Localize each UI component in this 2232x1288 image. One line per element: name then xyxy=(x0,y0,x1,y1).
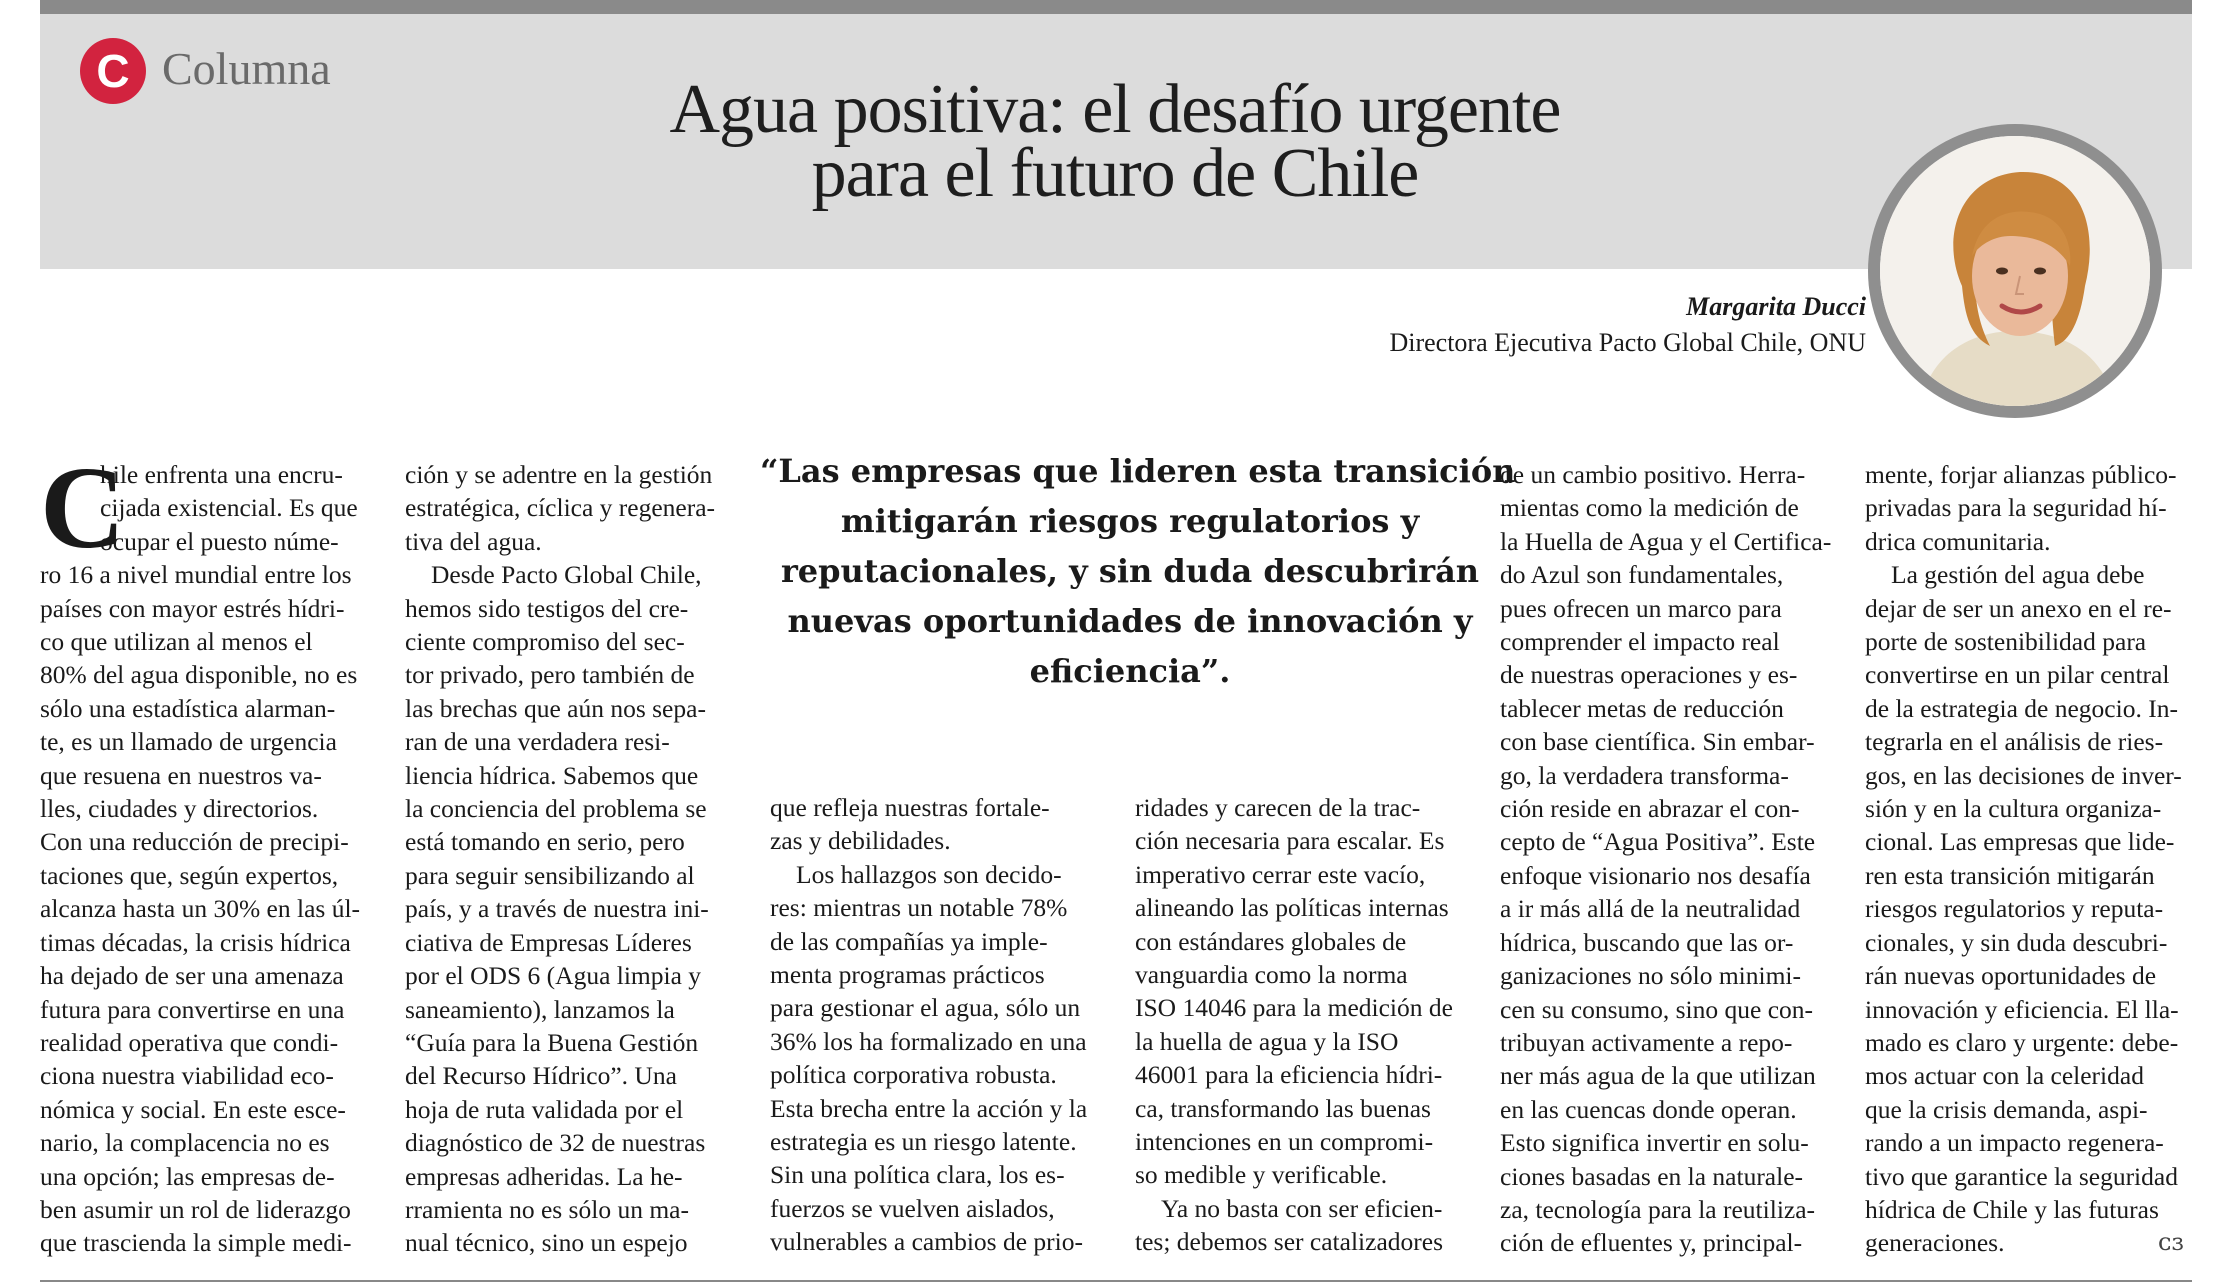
column-line: empresas adheridas. La he- xyxy=(405,1161,683,1191)
column-line: que trascienda la simple medi- xyxy=(40,1228,352,1258)
column-line: timas décadas, la crisis hídrica xyxy=(40,927,351,957)
column-line: ro 16 a nivel mundial entre los xyxy=(40,560,352,590)
column-line: porte de sostenibilidad para xyxy=(1865,627,2147,657)
column-line: futura para convertirse en una xyxy=(40,994,345,1024)
column-line: mente, forjar alianzas público- xyxy=(1865,460,2177,489)
column-line: para gestionar el agua, sólo un xyxy=(770,993,1081,1023)
column-line: privadas para la seguridad hí- xyxy=(1865,493,2167,523)
column-line: tegrarla en el análisis de ries- xyxy=(1865,727,2164,757)
column-line: ción y se adentre en la gestión xyxy=(405,460,713,489)
column-line: riesgos regulatorios y reputa- xyxy=(1865,894,2164,924)
column-line: za, tecnología para la reutiliza- xyxy=(1500,1194,1816,1224)
pull-quote-line: reputacionales, y sin duda descubrirán xyxy=(780,552,1480,590)
column-line: alineando las políticas internas xyxy=(1135,893,1449,923)
pull-quote-line: “Las empresas que lideren esta transición xyxy=(760,452,1516,490)
headline-line: para el futuro de Chile xyxy=(811,135,1419,212)
column-line: ciones basadas en la naturale- xyxy=(1500,1161,1804,1191)
drop-cap: C xyxy=(40,442,126,573)
column-line: que la crisis demanda, aspi- xyxy=(1865,1094,2148,1124)
column-line: tivo que garantice la seguridad xyxy=(1865,1161,2178,1191)
column-line: por el ODS 6 (Agua limpia y xyxy=(405,961,702,991)
column-line: sólo una estadística alarman- xyxy=(40,693,336,723)
column-line: nario, la complacencia no es xyxy=(40,1128,330,1158)
end-mark-icon: ᴄɜ xyxy=(2158,1228,2184,1256)
column-line: res: mientras un notable 78% xyxy=(770,893,1068,923)
column-line: cepto de “Agua Positiva”. Este xyxy=(1500,827,1816,857)
column-line: mos actuar con la celeridad xyxy=(1865,1061,2144,1091)
column-line: ción de efluentes y, principal- xyxy=(1500,1228,1803,1258)
author-name: Margarita Ducci xyxy=(1686,292,1866,321)
column-line: a ir más allá de la neutralidad xyxy=(1500,894,1801,924)
column-line: vulnerables a cambios de prio- xyxy=(770,1227,1083,1257)
column-line: ren esta transición mitigarán xyxy=(1865,860,2155,890)
column-line: Esto significa invertir en solu- xyxy=(1500,1128,1809,1158)
column-line: tor privado, pero también de xyxy=(405,660,695,690)
column-line: go, la verdadera transforma- xyxy=(1500,760,1789,790)
column-line: do Azul son fundamentales, xyxy=(1500,560,1784,590)
body-column-3 xyxy=(770,791,1092,1259)
column-line: de un cambio positivo. Herra- xyxy=(1500,460,1806,489)
column-line: comprender el impacto real xyxy=(1500,627,1780,657)
column-line: de las compañías ya imple- xyxy=(770,926,1048,956)
section-label: Columna xyxy=(162,43,331,94)
column-line: imperativo cerrar este vacío, xyxy=(1135,859,1426,889)
column-line: con base científica. Sin embar- xyxy=(1500,727,1815,757)
column-line: zas y debilidades. xyxy=(770,826,951,856)
column-line: mado es claro y urgente: debe- xyxy=(1865,1027,2179,1057)
column-line: hídrica, buscando que las or- xyxy=(1500,927,1794,957)
bottom-rule xyxy=(40,1280,2192,1282)
pull-quote-line: nuevas oportunidades de innovación y xyxy=(787,602,1473,640)
column-line: rán nuevas oportunidades de xyxy=(1865,961,2157,991)
column-line: Con una reducción de precipi- xyxy=(40,827,349,857)
column-line: innovación y eficiencia. El lla- xyxy=(1865,994,2179,1024)
column-line: hemos sido testigos del cre- xyxy=(405,593,689,623)
body-column-6 xyxy=(1865,458,2187,1260)
column-line: del Recurso Hídrico”. Una xyxy=(405,1061,677,1091)
column-line: te, es un llamado de urgencia xyxy=(40,727,337,757)
pull-quote-line: mitigarán riesgos regulatorios y xyxy=(840,502,1420,540)
column-line: alcanza hasta un 30% en las úl- xyxy=(40,894,361,924)
headline xyxy=(470,71,1760,212)
column-line: que refleja nuestras fortale- xyxy=(770,793,1050,822)
column-line: cionales, y sin duda descubri- xyxy=(1865,927,2168,957)
column-line: una opción; las empresas de- xyxy=(40,1161,335,1191)
column-line: saneamiento), lanzamos la xyxy=(405,994,675,1024)
column-line: estratégica, cíclica y regenera- xyxy=(405,493,716,523)
column-line: realidad operativa que condi- xyxy=(40,1027,339,1057)
column-line: países con mayor estrés hídri- xyxy=(40,593,345,623)
column-line: tiva del agua. xyxy=(405,526,542,556)
column-line: 80% del agua disponible, no es xyxy=(40,660,358,690)
column-line: ben asumir un rol de liderazgo xyxy=(40,1194,351,1224)
column-line: de la estrategia de negocio. In- xyxy=(1865,693,2178,723)
headline-line: Agua positiva: el desafío urgente xyxy=(669,71,1561,148)
column-line: la Huella de Agua y el Certifica- xyxy=(1500,526,1832,556)
column-line: hile enfrenta una encru- xyxy=(100,460,343,489)
section-badge-icon: C xyxy=(80,38,146,104)
column-line: dejar de ser un anexo en el re- xyxy=(1865,593,2172,623)
column-line: ción necesaria para escalar. Es xyxy=(1135,826,1445,856)
column-line: taciones que, según expertos, xyxy=(40,860,339,890)
column-line: vanguardia como la norma xyxy=(1135,960,1408,990)
column-line: fuerzos se vuelven aislados, xyxy=(770,1193,1055,1223)
column-line: hoja de ruta validada por el xyxy=(405,1094,684,1124)
column-line: liencia hídrica. Sabemos que xyxy=(405,760,699,790)
column-line: está tomando en serio, pero xyxy=(405,827,685,857)
column-line: ganizaciones no sólo minimi- xyxy=(1500,961,1801,991)
column-line: so medible y verificable. xyxy=(1135,1160,1388,1190)
column-line: para seguir sensibilizando al xyxy=(405,860,695,890)
column-line: convertirse en un pilar central xyxy=(1865,660,2170,690)
column-line: ner más agua de la que utilizan xyxy=(1500,1061,1816,1091)
column-line: 46001 para la eficiencia hídri- xyxy=(1135,1060,1443,1090)
column-line: intenciones en un compromi- xyxy=(1135,1127,1434,1157)
column-line: ciente compromiso del sec- xyxy=(405,627,685,657)
column-line: rramienta no es sólo un ma- xyxy=(405,1194,689,1224)
body-column-4 xyxy=(1135,791,1457,1259)
column-line: Sin una política clara, los es- xyxy=(770,1160,1065,1190)
pull-quote xyxy=(760,446,1516,696)
column-line: ciativa de Empresas Líderes xyxy=(405,927,692,957)
column-line: la huella de agua y la ISO xyxy=(1135,1026,1399,1056)
column-line: política corporativa robusta. xyxy=(770,1060,1057,1090)
column-line: en las cuencas donde operan. xyxy=(1500,1094,1797,1124)
top-rule xyxy=(40,0,2192,14)
column-line: nómica y social. En este esce- xyxy=(40,1094,346,1124)
body-column-5 xyxy=(1500,458,1832,1260)
body-column-1 xyxy=(40,442,362,1260)
author-role: Directora Ejecutiva Pacto Global Chile, ONU xyxy=(1389,328,1866,357)
body-column-2 xyxy=(405,458,727,1260)
column-line: lles, ciudades y directorios. xyxy=(40,794,319,824)
column-line: pues ofrecen un marco para xyxy=(1500,593,1782,623)
column-line: generaciones. xyxy=(1865,1228,2005,1258)
column-line: ISO 14046 para la medición de xyxy=(1135,993,1453,1023)
column-line: de nuestras operaciones y es- xyxy=(1500,660,1798,690)
column-line: rando a un impacto regenera- xyxy=(1865,1128,2164,1158)
column-line: ridades y carecen de la trac- xyxy=(1135,793,1421,822)
column-line: nual técnico, sino un espejo xyxy=(405,1228,688,1258)
column-line: estrategia es un riesgo latente. xyxy=(770,1127,1077,1157)
column-line: La gestión del agua debe xyxy=(1891,560,2145,590)
pull-quote-line: eficiencia”. xyxy=(1029,652,1231,690)
column-line: cional. Las empresas que lide- xyxy=(1865,827,2175,857)
author-portrait xyxy=(1880,136,2150,406)
column-line: las brechas que aún nos sepa- xyxy=(405,693,706,723)
column-line: Desde Pacto Global Chile, xyxy=(431,560,702,590)
column-line: ran de una verdadera resi- xyxy=(405,727,670,757)
column-line: país, y a través de nuestra ini- xyxy=(405,894,709,924)
portrait-illustration xyxy=(1880,136,2150,406)
column-line: tribuyan activamente a repo- xyxy=(1500,1027,1793,1057)
column-line: ocupar el puesto núme- xyxy=(100,526,339,556)
column-line: ha dejado de ser una amenaza xyxy=(40,961,344,991)
column-line: cijada existencial. Es que xyxy=(100,493,358,523)
column-line: “Guía para la Buena Gestión xyxy=(405,1027,699,1057)
column-line: tes; debemos ser catalizadores xyxy=(1135,1227,1443,1257)
column-line: ciona nuestra viabilidad eco- xyxy=(40,1061,334,1091)
column-line: que resuena en nuestros va- xyxy=(40,760,322,790)
column-line: tablecer metas de reducción xyxy=(1500,693,1784,723)
column-line: mientas como la medición de xyxy=(1500,493,1799,523)
column-line: Ya no basta con ser eficien- xyxy=(1161,1193,1443,1223)
column-line: ción reside en abrazar el con- xyxy=(1500,794,1800,824)
column-line: hídrica de Chile y las futuras xyxy=(1865,1194,2159,1224)
column-line: gos, en las decisiones de inver- xyxy=(1865,760,2182,790)
column-line: Esta brecha entre la acción y la xyxy=(770,1093,1088,1123)
column-line: Los hallazgos son decido- xyxy=(796,859,1062,889)
column-line: drica comunitaria. xyxy=(1865,526,2051,556)
column-line: cen su consumo, sino que con- xyxy=(1500,994,1814,1024)
column-line: co que utilizan al menos el xyxy=(40,627,313,657)
column-line: menta programas prácticos xyxy=(770,960,1045,990)
column-line: ca, transformando las buenas xyxy=(1135,1093,1431,1123)
column-line: con estándares globales de xyxy=(1135,926,1407,956)
column-line: 36% los ha formalizado en una xyxy=(770,1026,1087,1056)
column-line: la conciencia del problema se xyxy=(405,794,707,824)
column-line: diagnóstico de 32 de nuestras xyxy=(405,1128,706,1158)
column-line: sión y en la cultura organiza- xyxy=(1865,794,2162,824)
column-line: enfoque visionario nos desafía xyxy=(1500,860,1811,890)
